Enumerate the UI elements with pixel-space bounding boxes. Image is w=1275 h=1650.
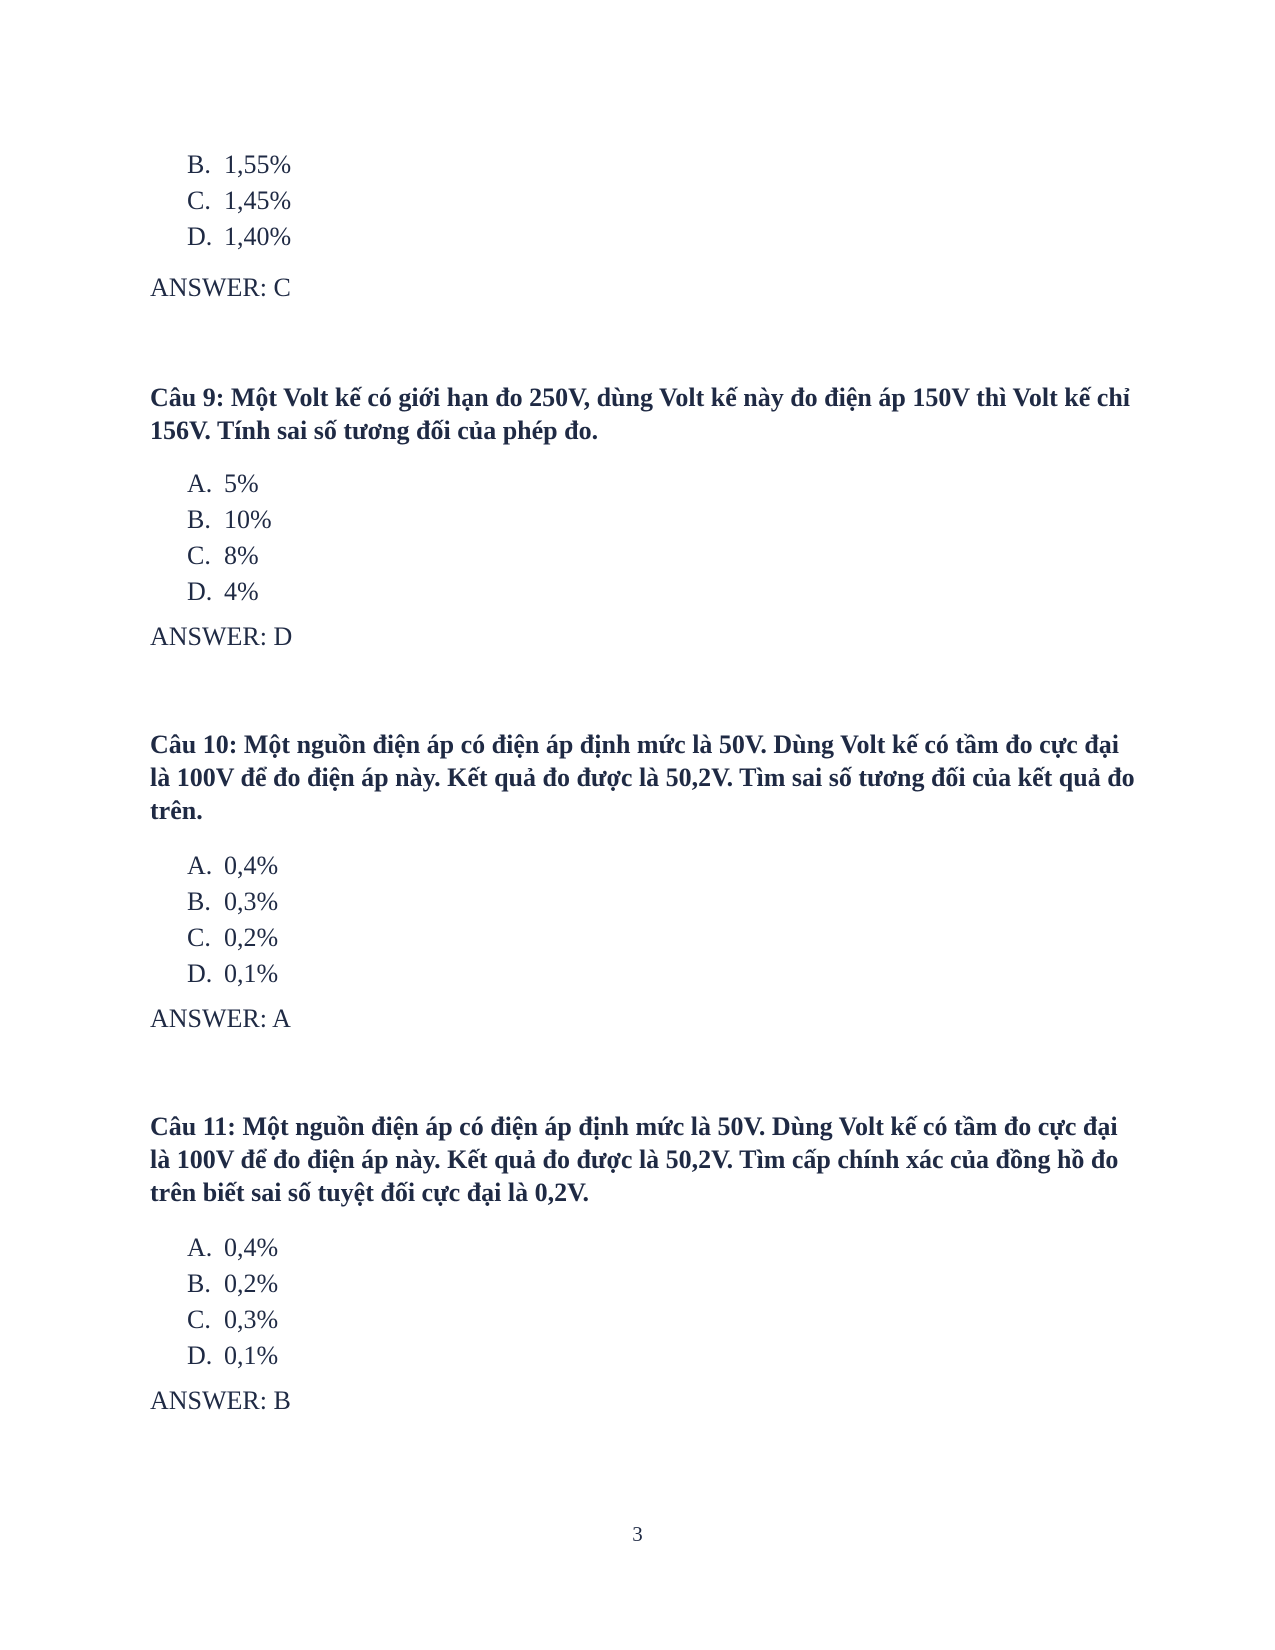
option-letter: A. [187, 469, 213, 498]
option-text: 1,55% [224, 150, 292, 179]
option-d [187, 956, 278, 992]
option-text: 1,40% [224, 222, 292, 251]
page-number: 3 [632, 1522, 643, 1546]
option-text: 0,1% [224, 1341, 279, 1370]
option-text: 0,2% [224, 1269, 279, 1298]
question-11-answer: ANSWER: B [150, 1386, 291, 1415]
question-11-options [187, 1230, 278, 1374]
option-letter: C. [187, 923, 211, 952]
option-b [187, 884, 278, 920]
option-a [187, 848, 278, 884]
option-d [187, 1338, 278, 1374]
option-letter: D. [187, 222, 213, 251]
option-text: 0,3% [224, 887, 279, 916]
option-d [187, 219, 291, 255]
option-a [187, 1230, 278, 1266]
option-text: 5% [224, 469, 259, 498]
option-letter: D. [187, 577, 213, 606]
option-letter: B. [187, 1269, 211, 1298]
option-b [187, 1266, 278, 1302]
option-text: 0,1% [224, 959, 279, 988]
option-letter: D. [187, 959, 213, 988]
option-b [187, 147, 291, 183]
option-c [187, 538, 272, 574]
option-letter: A. [187, 851, 213, 880]
option-letter: A. [187, 1233, 213, 1262]
option-letter: B. [187, 505, 211, 534]
option-letter: B. [187, 887, 211, 916]
option-text: 0,2% [224, 923, 279, 952]
option-letter: C. [187, 541, 211, 570]
question-10: Câu 10: Một nguồn điện áp có điện áp định mức là 50V. Dùng Volt kế có tầm đo cực đại là 100V để đo điện áp này. Kết quả đo được là 50,2V. Tìm sai số tương đối của kết quả đo trên. [150, 730, 1135, 825]
option-c [187, 920, 278, 956]
option-text: 0,4% [224, 1233, 279, 1262]
option-letter: B. [187, 150, 211, 179]
option-letter: C. [187, 1305, 211, 1334]
option-letter: D. [187, 1341, 213, 1370]
option-text: 4% [224, 577, 259, 606]
question-10-options [187, 848, 278, 992]
question-9-answer: ANSWER: D [150, 622, 293, 651]
continuation-options [187, 147, 291, 255]
option-c [187, 183, 291, 219]
question-11: Câu 11: Một nguồn điện áp có điện áp định mức là 50V. Dùng Volt kế có tầm đo cực đại là 100V để đo điện áp này. Kết quả đo được là 50,2V. Tìm cấp chính xác của đồng hồ đo trên biết sai số tuyệt đối cực đại là 0,2V. [150, 1112, 1119, 1207]
question-9-options [187, 466, 272, 610]
option-a [187, 466, 272, 502]
option-text: 0,3% [224, 1305, 279, 1334]
option-text: 10% [224, 505, 272, 534]
option-c [187, 1302, 278, 1338]
option-d [187, 574, 272, 610]
option-text: 1,45% [224, 186, 292, 215]
option-text: 8% [224, 541, 259, 570]
option-letter: C. [187, 186, 211, 215]
option-text: 0,4% [224, 851, 279, 880]
question-9: Câu 9: Một Volt kế có giới hạn đo 250V, dùng Volt kế này đo điện áp 150V thì Volt kế chỉ 156V. Tính sai số tương đối của phép đo. [150, 383, 1131, 445]
question-10-answer: ANSWER: A [150, 1004, 291, 1033]
option-b [187, 502, 272, 538]
continuation-answer: ANSWER: C [150, 273, 291, 302]
